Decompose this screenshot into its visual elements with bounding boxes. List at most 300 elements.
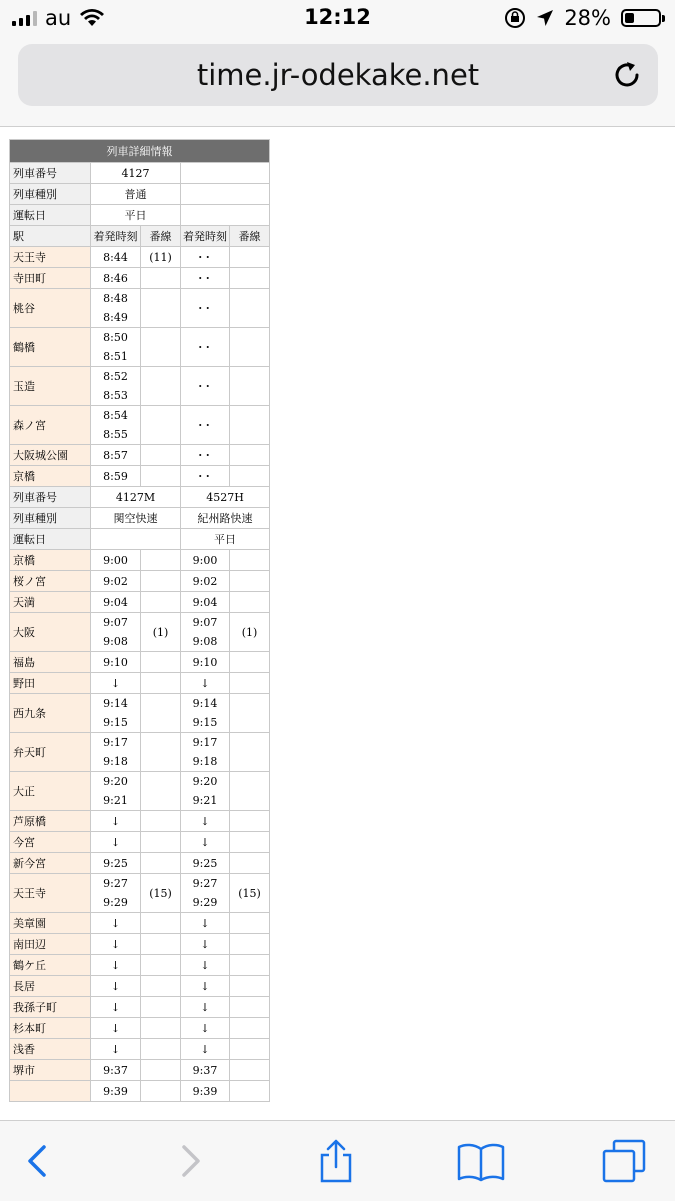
track-cell [141,811,181,832]
header-value: 平日 [181,529,270,550]
header-value: 4127 [91,163,181,184]
time-value: 8:54 [103,409,128,422]
table-row [10,466,270,487]
bookmarks-icon[interactable] [456,1139,506,1183]
station-name: 南田辺 [10,934,91,955]
track-cell [141,913,181,934]
table-row [10,613,270,652]
time-cell [181,592,230,613]
header-value: 普通 [91,184,181,205]
station-name: 玉造 [10,367,91,406]
track-cell [141,997,181,1018]
time-cell [91,913,141,934]
track-cell [141,1039,181,1060]
track-cell [230,592,270,613]
time-cell [91,934,141,955]
time-value: 8:50 [103,331,128,344]
status-right [504,6,661,30]
station-name: 寺田町 [10,268,91,289]
table-row [10,268,270,289]
time-value: 9:27 [192,877,218,890]
time-cell [181,1039,230,1060]
time-value: 8:49 [103,311,128,324]
header-label: 運転日 [10,529,91,550]
time-value: 8:51 [103,350,128,363]
station-name: 杉本町 [10,1018,91,1039]
station-name: 新今宮 [10,853,91,874]
header-value: 関空快速 [91,508,181,529]
block2-header [10,487,270,550]
time-value: 9:10 [103,655,128,669]
time-value: ･･ [197,271,213,285]
time-value: ↓ [110,1021,121,1035]
track-cell [230,772,270,811]
table-row [10,367,270,406]
track-cell [141,976,181,997]
address-bar[interactable] [18,44,658,106]
station-name: 弁天町 [10,733,91,772]
time-value: 9:25 [103,856,128,870]
table-caption: 列車詳細情報 [10,140,270,163]
table-row [10,445,270,466]
time-value: 8:52 [103,370,128,383]
time-cell [91,673,141,694]
track-cell [141,268,181,289]
time-value: 8:53 [103,389,128,402]
track-cell [230,913,270,934]
header-label: 列車番号 [10,487,91,508]
header-row [10,163,270,184]
share-icon[interactable] [314,1139,358,1183]
track-cell [230,367,270,406]
track-cell: (1) [141,613,181,652]
header-row [10,529,270,550]
time-value: 9:18 [103,755,128,768]
time-value: 9:04 [192,595,218,609]
column-header [10,226,270,247]
time-cell [91,328,141,367]
time-cell [181,1060,230,1081]
time-cell [91,289,141,328]
time-value: 9:14 [192,697,218,710]
header-value: 平日 [91,205,181,226]
station-name: 西九条 [10,694,91,733]
station-name: 鶴ケ丘 [10,955,91,976]
time-value: ･･ [197,469,213,483]
time-value: ･･ [197,340,213,354]
time-cell [91,550,141,571]
time-cell [181,955,230,976]
block1-stations [10,247,270,487]
track-cell [141,1081,181,1102]
browser-toolbar [0,1120,675,1201]
time-value: ↓ [110,1042,121,1056]
time-value: 9:29 [192,896,218,909]
tabs-icon[interactable] [602,1139,646,1183]
time-value: ↓ [200,1042,210,1056]
time-cell [181,247,230,268]
time-cell [91,1060,141,1081]
forward-icon [168,1139,212,1183]
header-row [10,487,270,508]
track-cell [141,592,181,613]
time-cell [91,406,141,445]
track-cell [230,550,270,571]
track-cell [230,1081,270,1102]
header-value: 4127M [91,487,181,508]
station-name: 美章園 [10,913,91,934]
time-cell [181,406,230,445]
time-cell [181,811,230,832]
station-name: 鶴橋 [10,328,91,367]
time-value: ･･ [197,250,213,264]
time-cell [181,1081,230,1102]
time-cell [181,613,230,652]
header-label: 列車種別 [10,184,91,205]
track-cell [141,832,181,853]
time-value: 9:20 [103,775,128,788]
time-value: 9:25 [192,856,218,870]
station-name: 大阪城公園 [10,445,91,466]
time-cell [91,367,141,406]
table-row [10,652,270,673]
time-cell [91,955,141,976]
time-value: 9:21 [192,794,218,807]
time-value: 9:15 [192,716,218,729]
time-value: ↓ [200,1021,210,1035]
time-cell [181,367,230,406]
time-cell [181,268,230,289]
track-cell [230,1039,270,1060]
track-cell [141,694,181,733]
time-cell [181,1018,230,1039]
table-row [10,571,270,592]
time-value: 9:17 [192,736,218,749]
col-time-1: 着発時刻 [91,226,141,247]
battery-percent: 28% [564,6,611,30]
page-content [0,127,675,1120]
header-row [10,508,270,529]
station-name: 京橋 [10,550,91,571]
header-value: 4527H [181,487,270,508]
track-cell: (1) [230,613,270,652]
table-row [10,955,270,976]
time-value: ･･ [197,448,213,462]
table-row [10,694,270,733]
table-row [10,592,270,613]
track-cell [141,466,181,487]
track-cell: (15) [141,874,181,913]
station-name: 京橋 [10,466,91,487]
time-cell [181,571,230,592]
time-cell [91,268,141,289]
time-value: ↓ [110,937,121,951]
track-cell [141,772,181,811]
time-value: 9:00 [192,553,218,567]
table-row [10,673,270,694]
track-cell [141,652,181,673]
col-track-2: 番線 [230,226,270,247]
track-cell [141,934,181,955]
time-cell [91,1081,141,1102]
time-value: 9:08 [103,635,128,648]
track-cell [141,550,181,571]
back-icon[interactable] [16,1139,60,1183]
status-time: 12:12 [304,5,371,29]
station-name: 浅香 [10,1039,91,1060]
time-cell [181,934,230,955]
time-cell [91,811,141,832]
time-cell [181,853,230,874]
time-value: 9:04 [103,595,128,609]
time-cell [91,1039,141,1060]
track-cell [141,1018,181,1039]
table-row [10,913,270,934]
table-row [10,733,270,772]
time-cell [91,733,141,772]
time-cell [91,832,141,853]
time-cell [91,772,141,811]
track-cell [230,853,270,874]
header-value: 紀州路快速 [181,508,270,529]
track-cell [230,1060,270,1081]
track-cell [141,673,181,694]
time-cell [181,652,230,673]
track-cell [230,289,270,328]
url-text[interactable]: time.jr-odekake.net [196,58,480,92]
header-label: 運転日 [10,205,91,226]
location-arrow-icon [536,9,554,27]
time-value: 9:07 [192,616,218,629]
table-row [10,811,270,832]
time-cell [91,613,141,652]
header-value [181,205,270,226]
time-value: 9:39 [192,1084,218,1098]
train-detail-table [9,139,270,1102]
track-cell [230,673,270,694]
track-cell [230,955,270,976]
header-value [181,184,270,205]
time-value: 8:57 [103,448,128,462]
time-cell [91,247,141,268]
time-cell [181,328,230,367]
station-name: 天王寺 [10,874,91,913]
time-cell [181,289,230,328]
carrier-label: au [45,6,72,30]
track-cell [141,571,181,592]
station-name: 福島 [10,652,91,673]
time-value: 9:21 [103,794,128,807]
track-cell [230,445,270,466]
time-value: 9:10 [192,655,218,669]
table-row [10,772,270,811]
table-row [10,976,270,997]
time-value: 8:55 [103,428,128,441]
station-name: 堺市 [10,1060,91,1081]
table-row [10,406,270,445]
station-name: 天満 [10,592,91,613]
track-cell [141,1060,181,1081]
time-cell [181,550,230,571]
track-cell [230,934,270,955]
battery-icon [621,9,661,27]
time-value: ↓ [200,937,210,951]
time-value: 8:46 [103,271,128,285]
time-value: 8:48 [103,292,128,305]
time-value: ↓ [200,979,210,993]
track-cell [230,811,270,832]
station-name: 芦原橋 [10,811,91,832]
table-row [10,934,270,955]
track-cell [230,652,270,673]
time-cell [181,832,230,853]
time-value: ↓ [110,958,121,972]
time-value: ↓ [110,979,121,993]
station-name: 長居 [10,976,91,997]
time-value: 8:44 [103,250,128,264]
time-value: ↓ [200,814,210,828]
track-cell [230,571,270,592]
col-track-1: 番線 [141,226,181,247]
time-value: ↓ [200,916,210,930]
table-row [10,1039,270,1060]
time-value: 9:20 [192,775,218,788]
time-value: 9:08 [192,635,218,648]
header-label: 列車種別 [10,508,91,529]
track-cell [230,832,270,853]
track-cell [230,247,270,268]
time-value: 9:39 [103,1084,128,1098]
table-row [10,1018,270,1039]
track-cell [141,445,181,466]
table-row [10,247,270,268]
time-cell [91,571,141,592]
station-name: 我孫子町 [10,997,91,1018]
station-name: 天王寺 [10,247,91,268]
track-cell [141,367,181,406]
time-value: 9:14 [103,697,128,710]
time-value: ↓ [110,916,121,930]
time-cell [91,1018,141,1039]
header-label: 列車番号 [10,163,91,184]
track-cell [230,406,270,445]
track-cell [230,268,270,289]
time-value: ↓ [110,814,121,828]
time-cell [181,997,230,1018]
header-value [181,163,270,184]
orientation-lock-icon [504,7,526,29]
track-cell [230,733,270,772]
browser-header [0,38,675,127]
time-value: 9:07 [103,616,128,629]
time-cell [181,772,230,811]
track-cell [230,466,270,487]
station-name: 桜ノ宮 [10,571,91,592]
station-name: 野田 [10,673,91,694]
time-value: ↓ [110,1000,121,1014]
track-cell [141,733,181,772]
time-value: 9:27 [103,877,128,890]
time-value: 9:37 [103,1063,128,1077]
station-name: 桃谷 [10,289,91,328]
time-value: ↓ [200,958,210,972]
time-cell [91,694,141,733]
table-row [10,853,270,874]
header-value [91,529,181,550]
station-name: 森ノ宮 [10,406,91,445]
time-cell [181,733,230,772]
station-name: 今宮 [10,832,91,853]
time-cell [181,466,230,487]
time-cell [91,997,141,1018]
time-value: 9:17 [103,736,128,749]
header-row [10,184,270,205]
time-value: ･･ [197,418,213,432]
table-row [10,1060,270,1081]
table-row [10,997,270,1018]
time-cell [91,874,141,913]
track-cell [141,955,181,976]
time-value: ･･ [197,301,213,315]
time-cell [181,445,230,466]
track-cell: (15) [230,874,270,913]
time-value: 9:18 [192,755,218,768]
time-value: ･･ [197,379,213,393]
time-cell [91,466,141,487]
block1-header [10,163,270,226]
time-cell [181,694,230,733]
track-cell [230,1018,270,1039]
col-station: 駅 [10,226,91,247]
time-value: ↓ [200,1000,210,1014]
time-value: 8:59 [103,469,128,483]
time-value: ↓ [200,835,210,849]
station-name: 大正 [10,772,91,811]
time-cell [91,445,141,466]
header-row [10,205,270,226]
time-value: 9:37 [192,1063,218,1077]
time-cell [181,874,230,913]
time-cell [181,913,230,934]
table-row [10,289,270,328]
time-value: 9:02 [103,574,128,588]
track-cell [230,694,270,733]
time-cell [181,976,230,997]
track-cell [230,976,270,997]
track-cell [141,853,181,874]
time-value: ↓ [200,676,210,690]
time-cell [181,673,230,694]
track-cell [230,997,270,1018]
track-cell [141,289,181,328]
time-cell [91,853,141,874]
time-value: 9:02 [192,574,218,588]
track-cell: (11) [141,247,181,268]
station-name [10,1081,91,1102]
time-value: 9:29 [103,896,128,909]
track-cell [141,328,181,367]
status-bar [0,0,675,38]
time-value: ↓ [110,676,121,690]
block2-stations [10,550,270,1102]
time-value: ↓ [110,835,121,849]
station-name: 大阪 [10,613,91,652]
table-row [10,832,270,853]
time-cell [91,592,141,613]
table-row [10,1081,270,1102]
table-row [10,328,270,367]
reload-icon[interactable] [610,58,644,92]
